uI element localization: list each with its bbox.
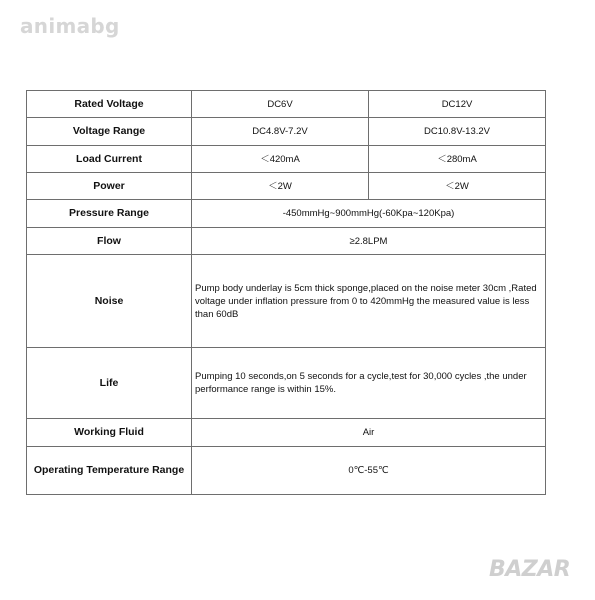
operating-temperature-range-label: Operating Temperature Range	[27, 447, 192, 495]
life-value: Pumping 10 seconds,on 5 seconds for a cycle,test for 30,000 cycles ,the under performance range is within 15%.	[192, 348, 546, 419]
table-row-load-current	[27, 146, 546, 173]
load-current-dc12v: ＜280mA	[369, 146, 546, 173]
rated-voltage-dc6v: DC6V	[192, 91, 369, 118]
pressure-range-value: -450mmHg~900mmHg(-60Kpa~120Kpa)	[192, 200, 546, 228]
voltage-range-dc12v: DC10.8V-13.2V	[369, 118, 546, 146]
table-row-rated-voltage	[27, 91, 546, 118]
table-row-working-fluid	[27, 419, 546, 447]
table-row-power	[27, 173, 546, 200]
rated-voltage-dc12v: DC12V	[369, 91, 546, 118]
noise-label: Noise	[27, 255, 192, 348]
voltage-range-label: Voltage Range	[27, 118, 192, 146]
table-row-life	[27, 348, 546, 419]
pressure-range-label: Pressure Range	[27, 200, 192, 228]
flow-label: Flow	[27, 228, 192, 255]
power-dc12v: ＜2W	[369, 173, 546, 200]
voltage-range-dc6v: DC4.8V-7.2V	[192, 118, 369, 146]
table-row-operating-temperature-range	[27, 447, 546, 495]
rated-voltage-label: Rated Voltage	[27, 91, 192, 118]
power-label: Power	[27, 173, 192, 200]
noise-value: Pump body underlay is 5cm thick sponge,placed on the noise meter 30cm ,Rated voltage under inflation pressure from 0 to 420mmHg the measured value is less than 60dB	[192, 255, 546, 348]
working-fluid-value: Air	[192, 419, 546, 447]
bazar-logo: BAZAR	[489, 557, 571, 582]
power-dc6v: ＜2W	[192, 173, 369, 200]
load-current-label: Load Current	[27, 146, 192, 173]
life-label: Life	[27, 348, 192, 419]
spec-table	[26, 90, 546, 495]
operating-temperature-range-value: 0℃-55℃	[192, 447, 546, 495]
load-current-dc6v: ＜420mA	[192, 146, 369, 173]
working-fluid-label: Working Fluid	[27, 419, 192, 447]
watermark-text: animabg	[20, 14, 120, 38]
table-row-flow	[27, 228, 546, 255]
flow-value: ≥2.8LPM	[192, 228, 546, 255]
table-row-voltage-range	[27, 118, 546, 146]
table-row-pressure-range	[27, 200, 546, 228]
table-row-noise	[27, 255, 546, 348]
